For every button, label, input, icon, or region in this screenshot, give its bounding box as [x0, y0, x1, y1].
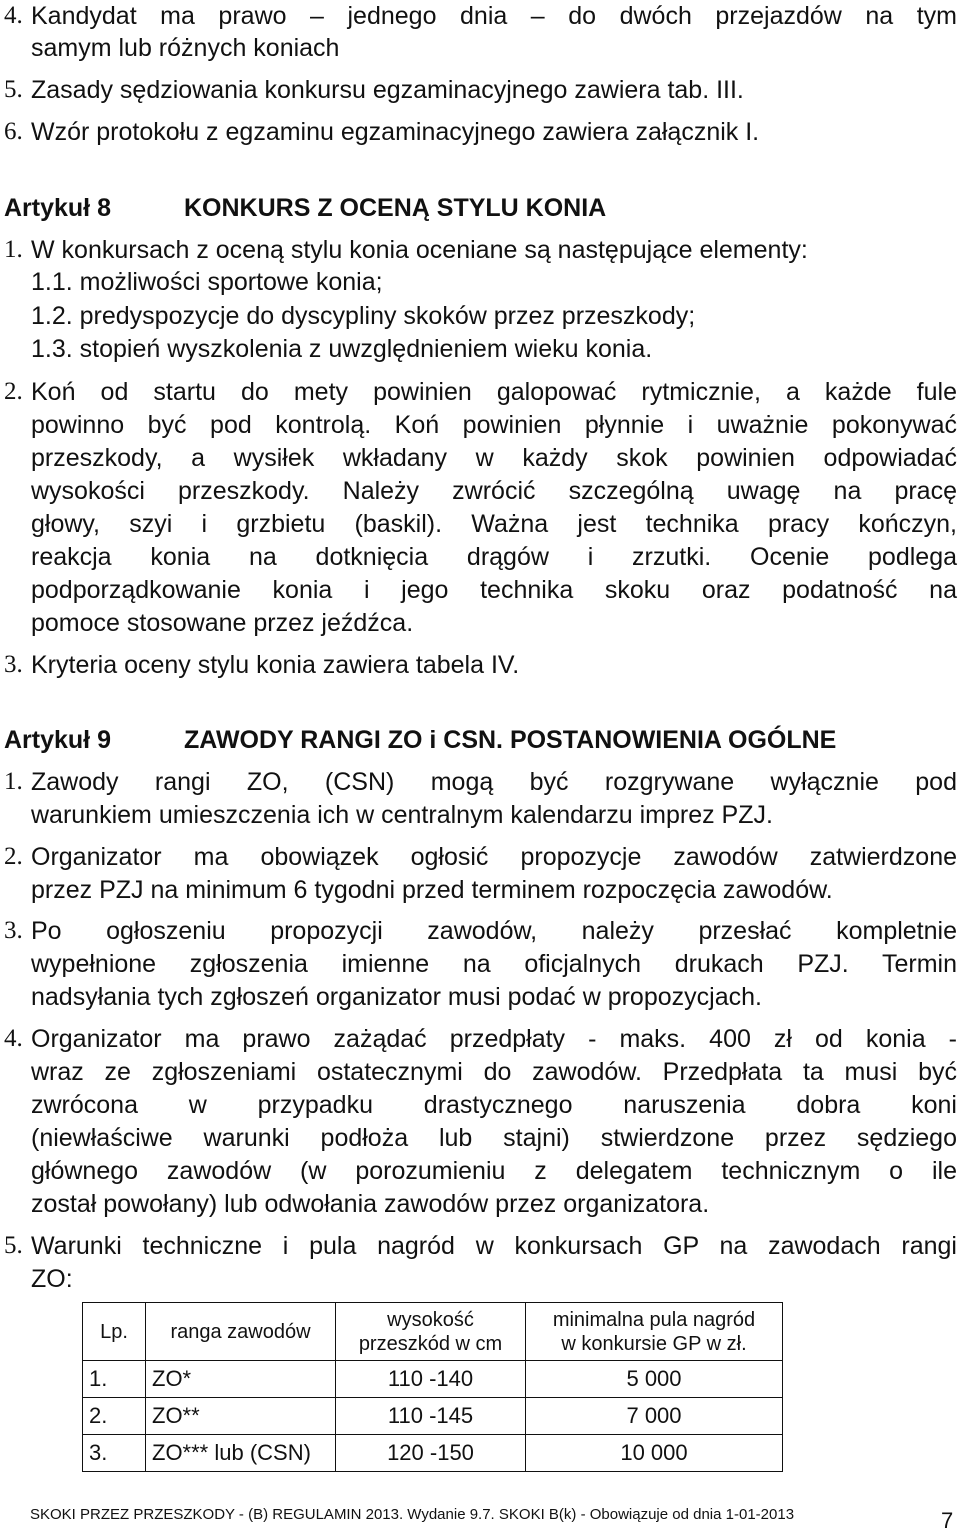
paragraph-line: pomoce stosowane przez jeźdźca. [31, 609, 414, 637]
list-number: 4. [4, 2, 23, 29]
paragraph-line: Zawody rangi ZO, (CSN) mogą być rozgrywane wyłącznie pod [31, 768, 957, 796]
paragraph-line: wypełnione zgłoszenia imienne na oficjalnych drukach PZJ. Termin [31, 950, 957, 978]
cell-rank: ZO* [146, 1361, 336, 1398]
cell-lp: 3. [83, 1435, 146, 1472]
header-rank: ranga zawodów [146, 1303, 336, 1361]
paragraph-line: ZO: [31, 1265, 73, 1293]
paragraph-line: przeszkody, a wysiłek wkładany w każdy skok powinien odpowiadać [31, 444, 957, 472]
article-title: ZAWODY RANGI ZO i CSN. POSTANOWIENIA OGÓLNE [184, 726, 837, 754]
paragraph-line: zwrócona w przypadku drastycznego naruszenia dobra koni [31, 1091, 957, 1119]
paragraph-line: warunkiem umieszczenia ich w centralnym kalendarzu imprez PZJ. [31, 801, 773, 829]
paragraph-line: Zasady sędziowania konkursu egzaminacyjnego zawiera tab. III. [31, 76, 744, 104]
list-number: 3. [4, 917, 23, 944]
table-row [83, 1435, 783, 1472]
list-number: 2. [4, 378, 23, 405]
list-number: 2. [4, 843, 23, 870]
paragraph-line: podporządkowanie konia i jego technika skoku oraz podatność na [31, 576, 957, 604]
cell-rank: ZO** [146, 1398, 336, 1435]
paragraph-line: Organizator ma prawo zażądać przedpłaty - maks. 400 zł od konia - [31, 1025, 957, 1053]
paragraph-line: przez PZJ na minimum 6 tygodni przed terminem rozpoczęcia zawodów. [31, 876, 833, 904]
header-height-line2: przeszkód w cm [358, 1332, 503, 1355]
paragraph-line: reakcja konia na dotknięcia drągów i zrzutki. Ocenie podlega [31, 543, 957, 571]
header-lp: Lp. [83, 1303, 146, 1361]
header-pool-line2: w konkursie GP w zł. [561, 1332, 747, 1355]
paragraph-line: samym lub różnych koniach [31, 34, 340, 62]
cell-pool: 10 000 [526, 1435, 783, 1472]
cell-height: 120 -150 [336, 1435, 526, 1472]
paragraph-line: głównego zawodów (w porozumieniu z delegatem technicznym o ile [31, 1157, 957, 1185]
sub-item: 1.2. predyspozycje do dyscypliny skoków przez przeszkody; [31, 302, 696, 330]
paragraph-line: (niewłaściwe warunki podłoża lub stajni) stwierdzone przez sędziego [31, 1124, 957, 1152]
table-row [83, 1361, 783, 1398]
page-number: 7 [941, 1508, 954, 1533]
cell-height: 110 -145 [336, 1398, 526, 1435]
list-number: 5. [4, 76, 23, 103]
article-title: KONKURS Z OCENĄ STYLU KONIA [184, 194, 607, 222]
cell-height: 110 -140 [336, 1361, 526, 1398]
list-number: 5. [4, 1232, 23, 1259]
paragraph-line: Organizator ma obowiązek ogłosić propozycje zawodów zatwierdzone [31, 843, 957, 871]
paragraph-line: W konkursach z oceną stylu konia oceniane są następujące elementy: [31, 236, 808, 264]
sub-item: 1.1. możliwości sportowe konia; [31, 268, 383, 296]
paragraph-line: Kryteria oceny stylu konia zawiera tabela IV. [31, 651, 520, 679]
list-number: 3. [4, 651, 23, 678]
header-pool [526, 1303, 783, 1361]
header-height [336, 1303, 526, 1361]
table-header-row [83, 1303, 783, 1361]
paragraph-line: Kandydat ma prawo – jednego dnia – do dwóch przejazdów na tym [31, 2, 957, 30]
paragraph-line: głowy, szyi i grzbietu (baskil). Ważna jest technika pracy kończyn, [31, 510, 957, 538]
paragraph-line: powinno być pod kontrolą. Koń powinien płynnie i uważnie pokonywać [31, 411, 957, 439]
cell-lp: 1. [83, 1361, 146, 1398]
list-number: 4. [4, 1025, 23, 1052]
article-label: Artykuł 8 [4, 194, 111, 222]
header-height-line1: wysokość [387, 1308, 474, 1331]
page-footer: SKOKI PRZEZ PRZESZKODY - (B) REGULAMIN 2013. Wydanie 9.7. SKOKI B(k) - Obowiązuje od dnia 1-01-2013 [30, 1506, 795, 1523]
paragraph-line: Wzór protokołu z egzaminu egzaminacyjnego zawiera załącznik I. [31, 118, 760, 146]
paragraph-line: wraz ze zgłoszeniami ostatecznymi do zawodów. Przedpłata ta musi być [31, 1058, 957, 1086]
list-number: 1. [4, 236, 23, 263]
article-label: Artykuł 9 [4, 726, 111, 754]
header-pool-line1: minimalna pula nagród [552, 1308, 756, 1331]
paragraph-line: Po ogłoszeniu propozycji zawodów, należy przesłać kompletnie [31, 917, 957, 945]
table-row [83, 1398, 783, 1435]
cell-pool: 5 000 [526, 1361, 783, 1398]
sub-item: 1.3. stopień wyszkolenia z uwzględnieniem wieku konia. [31, 335, 653, 363]
paragraph-line: został powołany) lub odwołania zawodów przez organizatora. [31, 1190, 710, 1218]
list-number: 6. [4, 118, 23, 145]
cell-lp: 2. [83, 1398, 146, 1435]
prize-table [82, 1302, 783, 1472]
paragraph-line: wysokości przeszkody. Należy zwrócić szczególną uwagę na pracę [31, 477, 957, 505]
list-number: 1. [4, 768, 23, 795]
paragraph-line: nadsyłania tych zgłoszeń organizator musi podać w propozycjach. [31, 983, 762, 1011]
cell-rank: ZO*** lub (CSN) [146, 1435, 336, 1472]
paragraph-line: Warunki techniczne i pula nagród w konkursach GP na zawodach rangi [31, 1232, 957, 1260]
paragraph-line: Koń od startu do mety powinien galopować rytmicznie, a każde fule [31, 378, 957, 406]
cell-pool: 7 000 [526, 1398, 783, 1435]
